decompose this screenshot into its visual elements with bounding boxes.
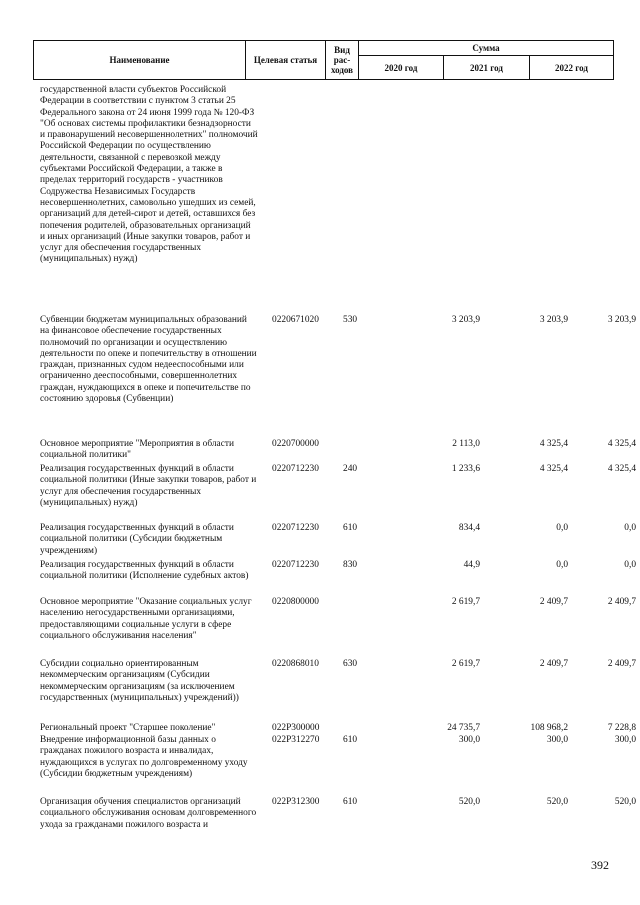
header-name: Наименование xyxy=(34,41,246,80)
row-2022: 0,0 xyxy=(624,523,636,533)
row-kind: 610 xyxy=(343,797,358,807)
row-name: Организация обучения специалистов организаций социального обслуживания основам долговременного ухода за гражданами пожилого возраста и xyxy=(40,797,257,830)
row-code: 0220671020 xyxy=(272,315,319,325)
row-name: Региональный проект "Старшее поколение" xyxy=(40,723,216,733)
row-name: Основное мероприятие "Мероприятия в области социальной политики" xyxy=(40,439,234,461)
row-2020: 520,0 xyxy=(458,797,480,807)
header-2022: 2022 год xyxy=(530,56,614,80)
row-code: 0220800000 xyxy=(272,597,319,607)
row-2021: 0,0 xyxy=(556,560,568,570)
row-2020: 2 113,0 xyxy=(452,439,480,449)
row-kind: 630 xyxy=(343,659,358,669)
row-2020: 300,0 xyxy=(458,735,480,745)
row-2021: 4 325,4 xyxy=(539,439,568,449)
row-2020: 44,9 xyxy=(463,560,480,570)
row-2021: 2 409,7 xyxy=(539,659,568,669)
row-2022: 2 409,7 xyxy=(607,597,636,607)
page-number: 392 xyxy=(591,858,609,872)
row-code: 0220712230 xyxy=(272,560,319,570)
row-2021: 108 968,2 xyxy=(530,723,568,733)
row-2021: 3 203,9 xyxy=(539,315,568,325)
row-2021: 4 325,4 xyxy=(539,464,568,474)
header-kind: Вид рас- ходов xyxy=(326,41,359,80)
row-name: Субсидии социально ориентированным некоммерческим организациям (Субсидии некоммерческим организациям (за исключением государственных (муниципальных) учреждений)) xyxy=(40,659,239,703)
row-2020: 3 203,9 xyxy=(451,315,480,325)
row-2022: 2 409,7 xyxy=(607,659,636,669)
row-2022: 0,0 xyxy=(624,560,636,570)
row-2022: 520,0 xyxy=(614,797,636,807)
row-name: Реализация государственных функций в области социальной политики (Исполнение судебных актов) xyxy=(40,560,249,582)
row-code: 0220700000 xyxy=(272,439,319,449)
row-name: государственной власти субъектов Российской Федерации в соответствии с пунктом 3 статьи 25 Федерального закона от 24 июня 1999 года № 120-ФЗ "Об основах системы профилактики безнадзорности и правонарушений несовершеннолетних" полномочий Российской Федерации по осуществлению деятельности, связанной с перевозкой между субъектами Российской Федерации, а также в пределах территорий государств - участников Содружества Независимых Государств несовершеннолетних, самовольно ушедших из семей, организаций для детей-сирот и детей, оставшихся без попечения родителей, образовательных организаций и иных организаций (Иные закупки товаров, работ и услуг для обеспечения государственных (муниципальных) нужд) xyxy=(40,85,258,265)
row-kind: 610 xyxy=(343,523,358,533)
header-target: Целевая статья xyxy=(246,41,326,80)
row-code: 022P312300 xyxy=(272,797,320,807)
row-2021: 300,0 xyxy=(546,735,568,745)
row-2020: 834,4 xyxy=(458,523,480,533)
row-2022: 300,0 xyxy=(614,735,636,745)
header-sum: Сумма xyxy=(359,41,614,56)
row-code: 0220712230 xyxy=(272,464,319,474)
row-kind: 240 xyxy=(343,464,358,474)
row-kind: 610 xyxy=(343,735,358,745)
header-2021: 2021 год xyxy=(444,56,530,80)
row-2022: 4 325,4 xyxy=(607,439,636,449)
row-name: Внедрение информационной базы данных о гражданах пожилого возраста и инвалидах, нуждающихся в услугах по долговременному уходу (Субсидии бюджетным учреждениям) xyxy=(40,735,248,779)
row-2020: 1 233,6 xyxy=(451,464,480,474)
row-2021: 2 409,7 xyxy=(539,597,568,607)
row-2021: 0,0 xyxy=(556,523,568,533)
row-2022: 4 325,4 xyxy=(607,464,636,474)
row-name: Основное мероприятие "Оказание социальных услуг населению негосударственными организациями, предоставляющими социальные услуги в сфере социального обслуживания населения" xyxy=(40,597,252,641)
row-name: Субвенции бюджетам муниципальных образований на финансовое обеспечение государственных полномочий по организации и осуществлению деятельности по опеке и попечительству в отношении граждан, признанных судом недееспособными или ограниченно дееспособными, совершеннолетних граждан, нуждающихся в опеке и попечительстве по состоянию здоровья (Субвенции) xyxy=(40,315,257,405)
row-2020: 2 619,7 xyxy=(451,597,480,607)
row-name: Реализация государственных функций в области социальной политики (Субсидии бюджетным учреждениям) xyxy=(40,523,234,556)
row-2020: 2 619,7 xyxy=(451,659,480,669)
row-code: 0220868010 xyxy=(272,659,319,669)
row-code: 022P300000 xyxy=(272,723,320,733)
table-header xyxy=(33,40,613,80)
row-2021: 520,0 xyxy=(546,797,568,807)
row-kind: 530 xyxy=(343,315,358,325)
row-code: 0220712230 xyxy=(272,523,319,533)
row-code: 022P312270 xyxy=(272,735,320,745)
row-2020: 24 735,7 xyxy=(447,723,480,733)
row-kind: 830 xyxy=(343,560,358,570)
row-name: Реализация государственных функций в области социальной политики (Иные закупки товаров, работ и услуг для обеспечения государственных (муниципальных) нужд) xyxy=(40,464,257,508)
row-2022: 3 203,9 xyxy=(607,315,636,325)
header-2020: 2020 год xyxy=(359,56,444,80)
row-2022: 7 228,8 xyxy=(607,723,636,733)
